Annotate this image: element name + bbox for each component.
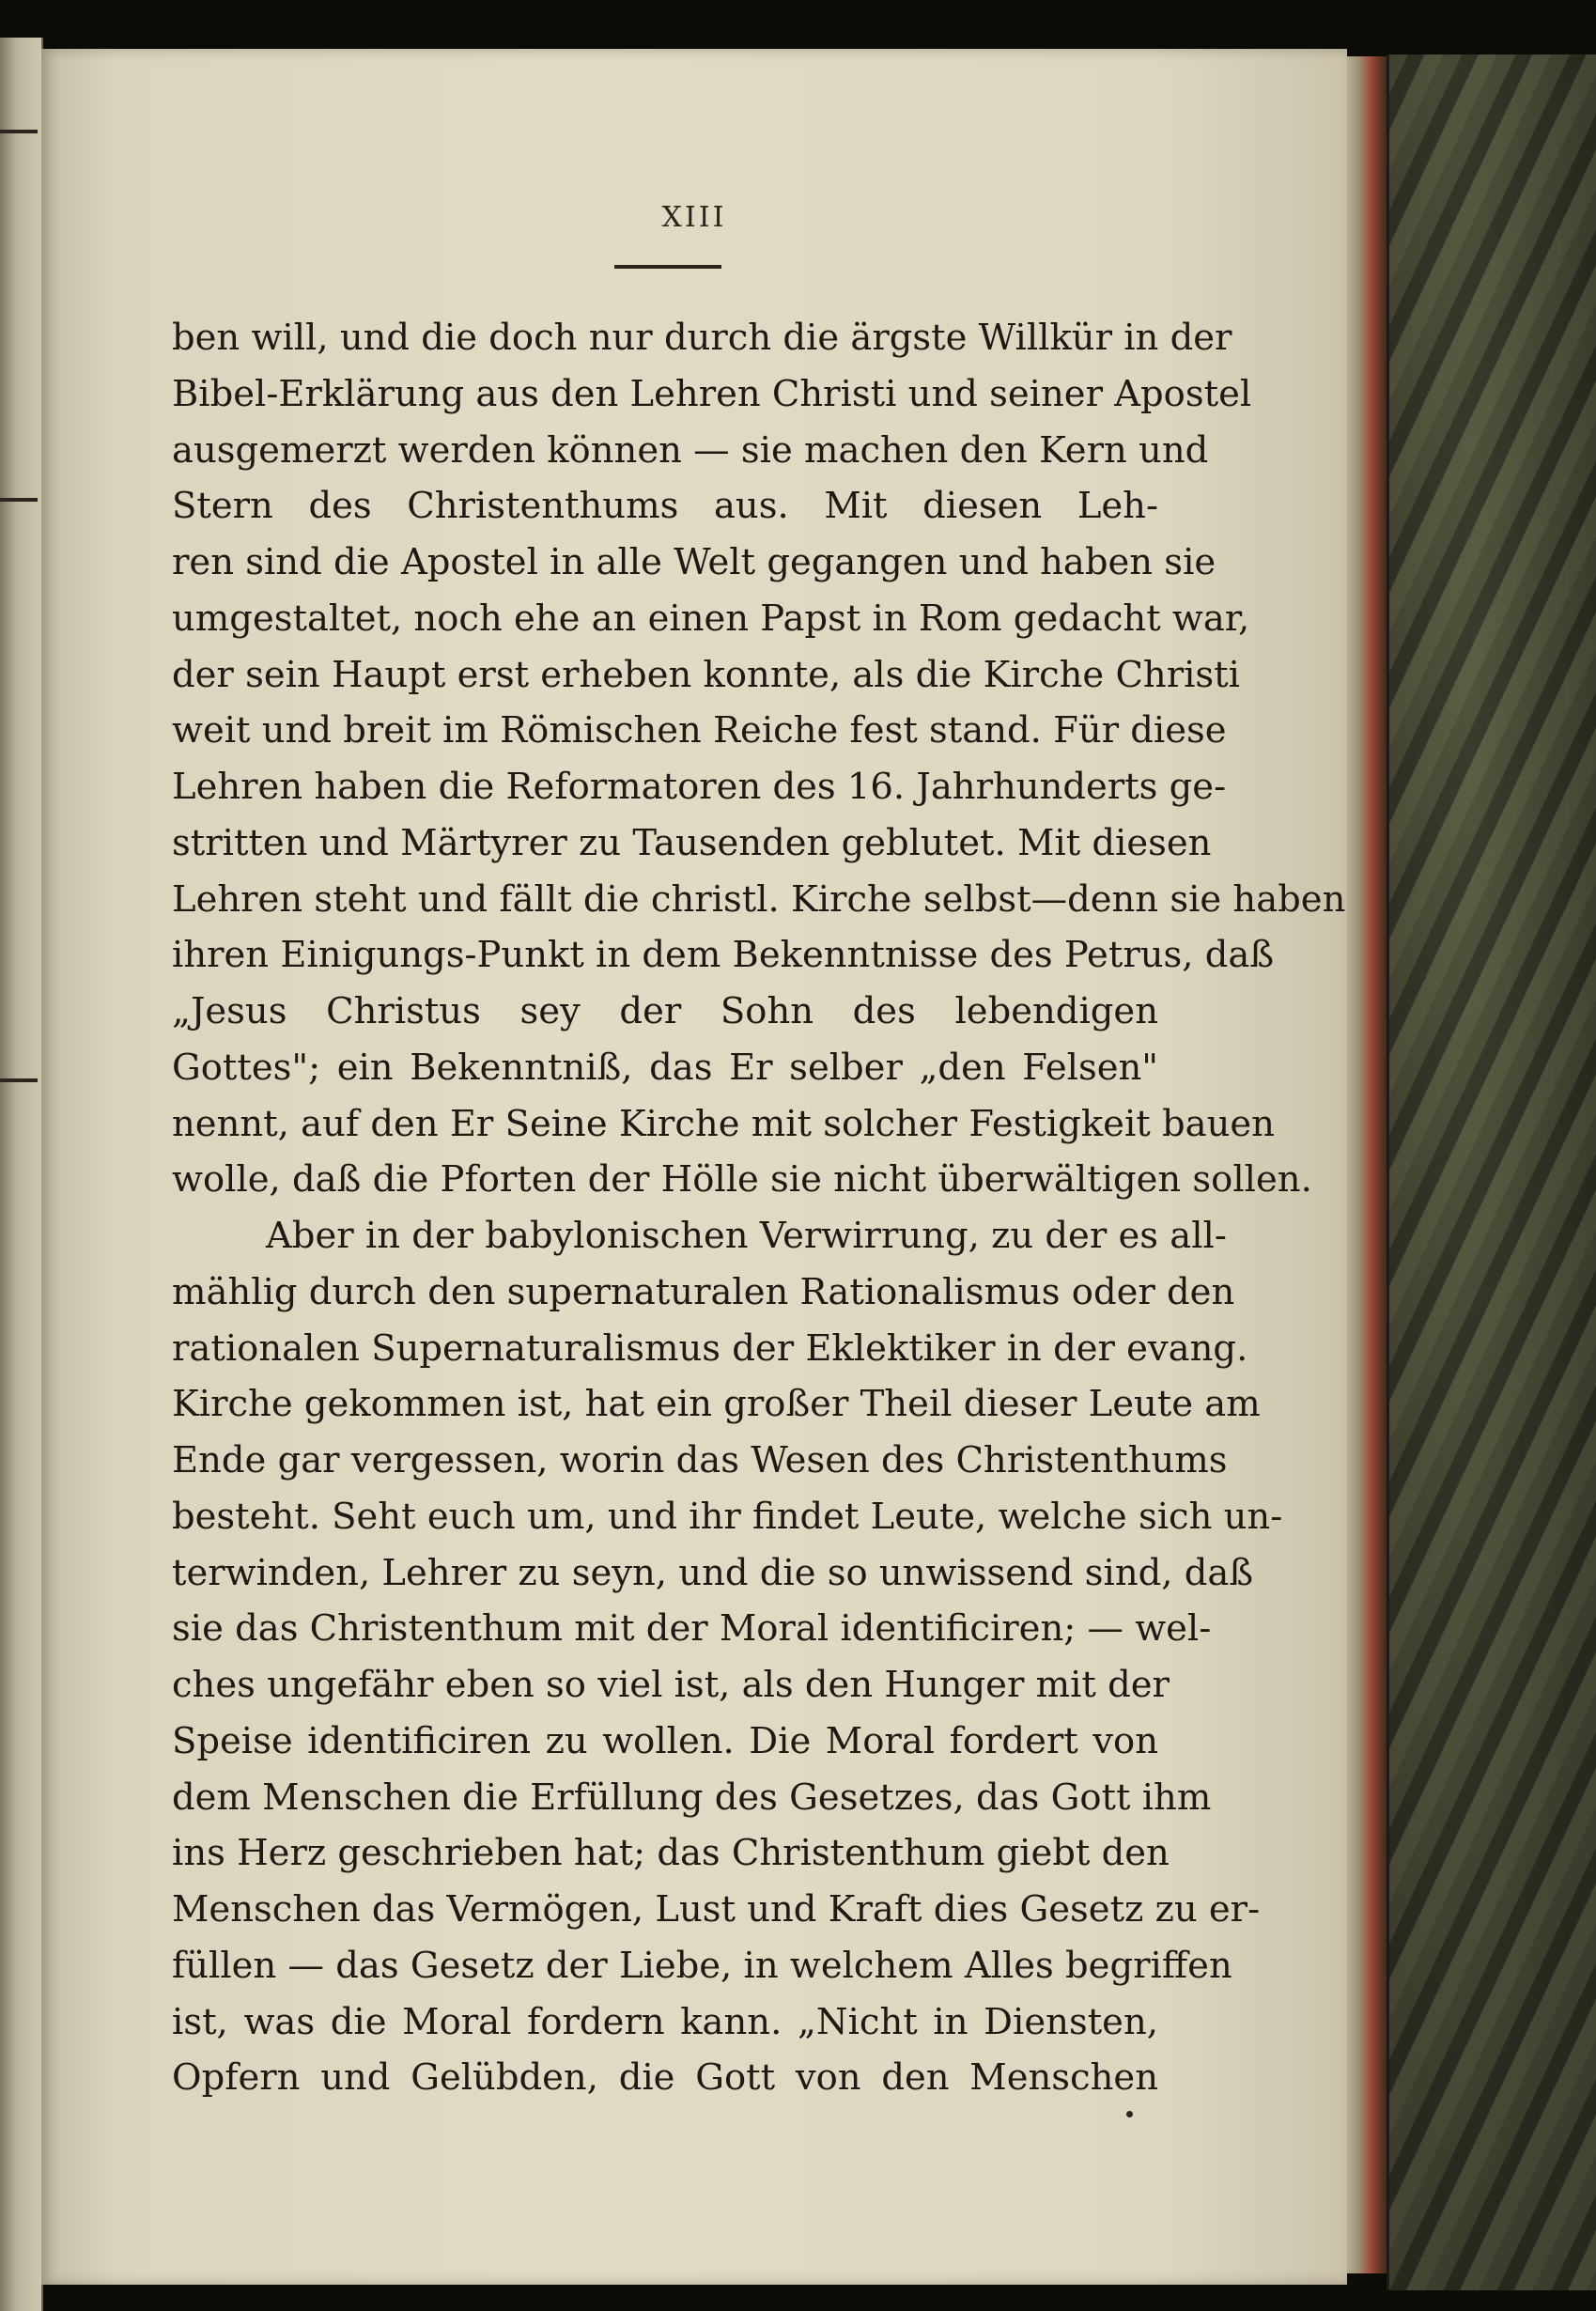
text-line: Menschen das Vermögen, Lust und Kraft dies Gesetz zu er- <box>172 1888 1261 1931</box>
text-line: füllen — das Gesetz der Liebe, in welchem Alles begriffen <box>172 1944 1232 1987</box>
text-line: Kirche gekommen ist, hat ein großer Theil dieser Leute am <box>172 1383 1261 1426</box>
text-line: Lehren steht und fällt die christl. Kirche selbst—denn sie haben <box>172 877 1346 921</box>
text-line: stritten und Märtyrer zu Tausenden geblutet. Mit diesen <box>172 821 1212 864</box>
text-line: Speise identificiren zu wollen. Die Moral fordert von <box>172 1719 1158 1762</box>
page-block-edge <box>1347 56 1387 2273</box>
text-line: ches ungefähr eben so viel ist, als den Hunger mit der <box>172 1664 1170 1706</box>
text-line: ben will, und die doch nur durch die ärgste Willkür in der <box>172 317 1232 359</box>
page-edge-mark <box>0 1078 38 1082</box>
page-edge-mark <box>0 130 38 133</box>
header-rule <box>614 265 721 269</box>
text-line: rationalen Supernaturalismus der Eklektiker in der evang. <box>172 1326 1248 1370</box>
text-line: Opfern und Gelübden, die Gott von den Menschen <box>172 2056 1158 2100</box>
text-line: sie das Christenthum mit der Moral identificiren; — wel- <box>172 1607 1212 1651</box>
text-line: der sein Haupt erst erheben konnte, als die Kirche Christi <box>172 653 1240 696</box>
text-line: Gottes"; ein Bekenntniß, das Er selber „den Felsen" <box>172 1046 1158 1089</box>
text-line: mählig durch den supernaturalen Rationalismus oder den <box>172 1270 1235 1313</box>
text-line: ren sind die Apostel in alle Welt gegangen und haben sie <box>172 541 1216 583</box>
text-line: ist, was die Moral fordern kann. „Nicht in Diensten, <box>172 2000 1158 2043</box>
text-line: nennt, auf den Er Seine Kirche mit solcher Festigkeit bauen <box>172 1102 1275 1145</box>
previous-page-edge <box>0 38 43 2311</box>
text-line: „Jesus Christus sey der Sohn des lebendigen <box>172 990 1158 1032</box>
text-line: ihren Einigungs-Punkt in dem Bekenntnisse des Petrus, daß <box>172 934 1275 977</box>
text-line: Ende gar vergessen, worin das Wesen des Christenthums <box>172 1439 1228 1481</box>
text-line: terwinden, Lehrer zu seyn, und die so unwissend sind, daß <box>172 1551 1254 1594</box>
text-line: umgestaltet, noch ehe an einen Papst in Rom gedacht war, <box>172 597 1250 640</box>
text-line: weit und breit im Römischen Reiche fest stand. Für diese <box>172 709 1227 752</box>
page-body <box>172 310 1346 2106</box>
text-line: Stern des Christenthums aus. Mit diesen Leh- <box>172 485 1158 528</box>
ink-speck <box>1126 2111 1133 2117</box>
text-line: Lehren haben die Reformatoren des 16. Jahrhunderts ge- <box>172 766 1227 808</box>
text-line: dem Menschen die Erfüllung des Gesetzes, das Gott ihm <box>172 1776 1212 1819</box>
text-line: besteht. Seht euch um, und ihr findet Leute, welche sich un- <box>172 1495 1283 1538</box>
book-cover <box>1387 54 1596 2290</box>
page-edge-mark <box>0 498 38 502</box>
page-number: XIII <box>661 201 727 234</box>
text-line: Bibel-Erklärung aus den Lehren Christi und seiner Apostel <box>172 372 1252 415</box>
text-line: ins Herz geschrieben hat; das Christenthum giebt den <box>172 1832 1170 1875</box>
text-line: ausgemerzt werden können — sie machen den Kern und <box>172 428 1209 472</box>
text-line: Aber in der babylonischen Verwirrung, zu der es all- <box>266 1215 1227 1257</box>
text-line: wolle, daß die Pforten der Hölle sie nicht überwältigen sollen. <box>172 1158 1312 1202</box>
